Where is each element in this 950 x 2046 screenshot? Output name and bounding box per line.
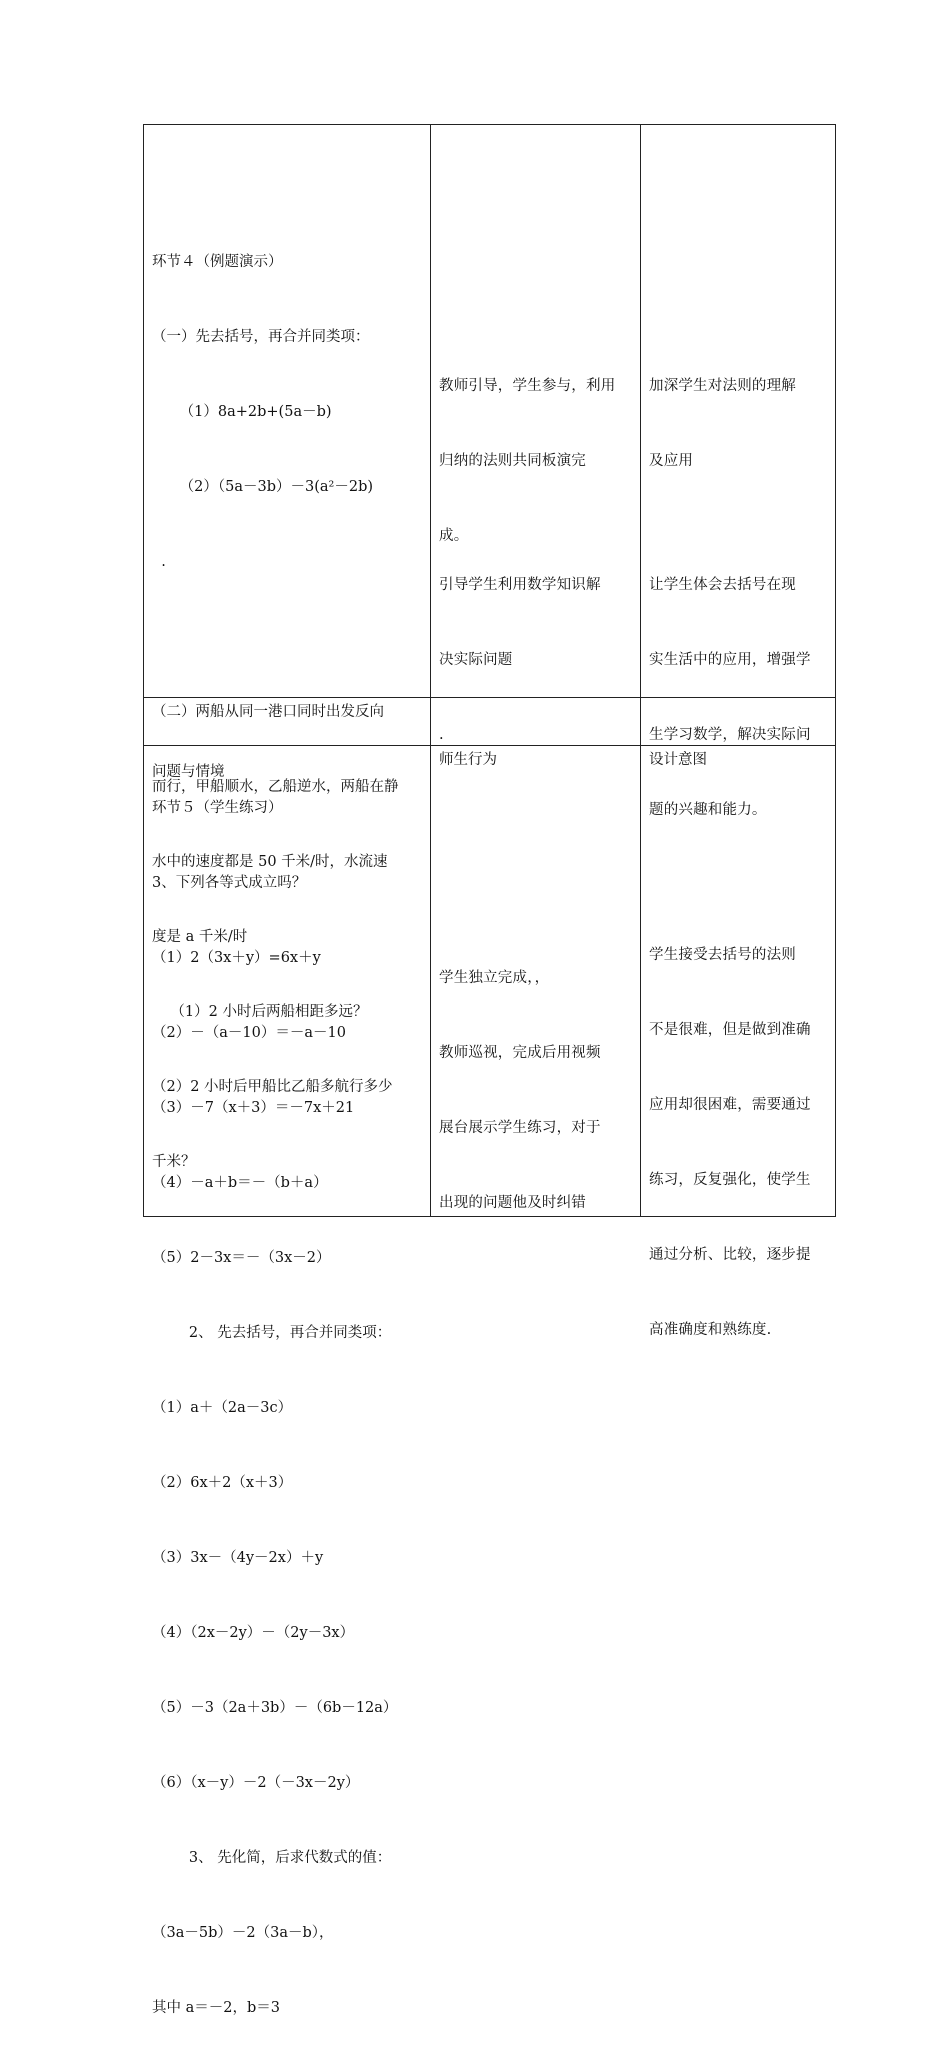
text-line: （4）（2x－2y）－（2y－3x） (152, 1625, 355, 1641)
text-line: 3、 先化简，后求代数式的值： (152, 1850, 392, 1866)
text-line: 决实际问题 (439, 652, 513, 668)
text-line: 练习，反复强化，使学生 (649, 1172, 811, 1188)
table-border-right (835, 124, 836, 1217)
text-line: 学生接受去括号的法则 (649, 947, 796, 963)
table-border-top (143, 124, 836, 125)
text-line: （6）（x－y）－2（－3x－2y） (152, 1775, 360, 1791)
column-divider-1 (430, 124, 431, 1217)
text-line: 2、 先去括号，再合并同类项： (152, 1325, 392, 1341)
column-divider-2 (640, 124, 641, 1217)
text-line: 高准确度和熟练度. (649, 1322, 772, 1338)
header-design-intent: 设计意图 (649, 752, 707, 768)
text-line: 通过分析、比较，逐步提 (649, 1247, 811, 1263)
text-line: 成。 (439, 528, 469, 544)
text-line: 实生活中的应用，增强学 (649, 652, 811, 668)
text-line: . (439, 727, 444, 743)
text-line: 教师引导，学生参与，利用 (439, 378, 616, 394)
text-line: （2）6x＋2（x＋3） (152, 1475, 293, 1491)
text-line: （2）－（a－10）＝－a－10 (152, 1025, 346, 1041)
text-line: （3a－5b）－2（3a－b）， (152, 1925, 334, 1941)
text-line: 3、下列各等式成立吗？ (152, 875, 307, 891)
section5-design-intent (649, 893, 811, 1368)
text-line: （一）先去括号，再合并同类项： (152, 329, 370, 345)
text-line: 学生独立完成，， (439, 970, 550, 986)
text-line: 展台展示学生练习，对于 (439, 1120, 601, 1136)
text-line: （5）2－3x＝－（3x－2） (152, 1250, 331, 1266)
text-line: 加深学生对法则的理解 (649, 378, 796, 394)
text-line: （3）－7（x＋3）＝－7x＋21 (152, 1100, 355, 1116)
text-line: 生学习数学，解决实际问 (649, 727, 811, 743)
text-line: 其中 a＝－2，b＝3 (152, 2000, 280, 2016)
text-line: （2）（5a－3b）－3(a²－2b) (152, 479, 374, 495)
text-line: 环节４（例题演示） (152, 254, 283, 270)
text-line: 教师巡视，完成后用视频 (439, 1045, 601, 1061)
text-line: 千米？ (152, 1154, 196, 1170)
text-line: （5）－3（2a＋3b）－（6b－12a） (152, 1700, 398, 1716)
text-line (152, 625, 399, 650)
text-line: （3）3x－（4y－2x）＋y (152, 1550, 324, 1566)
text-line: （2）2 小时后甲船比乙船多航行多少 (152, 1079, 393, 1095)
text-line: （1）2（3x＋y）=6x＋y (152, 950, 321, 966)
text-line: 应用却很困难，需要通过 (649, 1097, 811, 1113)
text-line: （1）2 小时后两船相距多远？ (152, 1004, 368, 1020)
text-line: 题的兴趣和能力。 (649, 802, 767, 818)
text-line: （1）a＋（2a－3c） (152, 1400, 293, 1416)
text-line: 环节５（学生练习） (152, 800, 283, 816)
section5-teacher-action (439, 916, 601, 1241)
text-line: 归纳的法则共同板演完 (439, 453, 586, 469)
header-problem-situation: 问题与情境 (152, 764, 225, 780)
text-line: （4）－a＋b＝－（b＋a） (152, 1175, 328, 1191)
text-line: 而行，甲船顺水，乙船逆水，两船在静 (152, 779, 399, 795)
section4-design-intent-top (649, 324, 796, 499)
text-line: 引导学生利用数学知识解 (439, 577, 601, 593)
text-line: （二）两船从同一港口同时出发反向 (152, 704, 384, 720)
text-line: . (152, 554, 166, 570)
text-line: 度是 a 千米/时 (152, 929, 248, 945)
text-line: 不是很难，但是做到准确 (649, 1022, 811, 1038)
text-line: 及应用 (649, 453, 694, 469)
text-line: （1）8a+2b+(5a－b) (152, 404, 332, 420)
text-line: 让学生体会去括号在现 (649, 577, 796, 593)
text-line: 水中的速度都是 50 千米/时，水流速 (152, 854, 388, 870)
table-border-left (143, 124, 144, 1217)
section4-design-intent-bottom (649, 523, 811, 848)
header-teacher-student-action: 师生行为 (439, 752, 497, 768)
section5-problem-cell (152, 746, 397, 2046)
text-line: 出现的问题他及时纠错 (439, 1195, 586, 1211)
